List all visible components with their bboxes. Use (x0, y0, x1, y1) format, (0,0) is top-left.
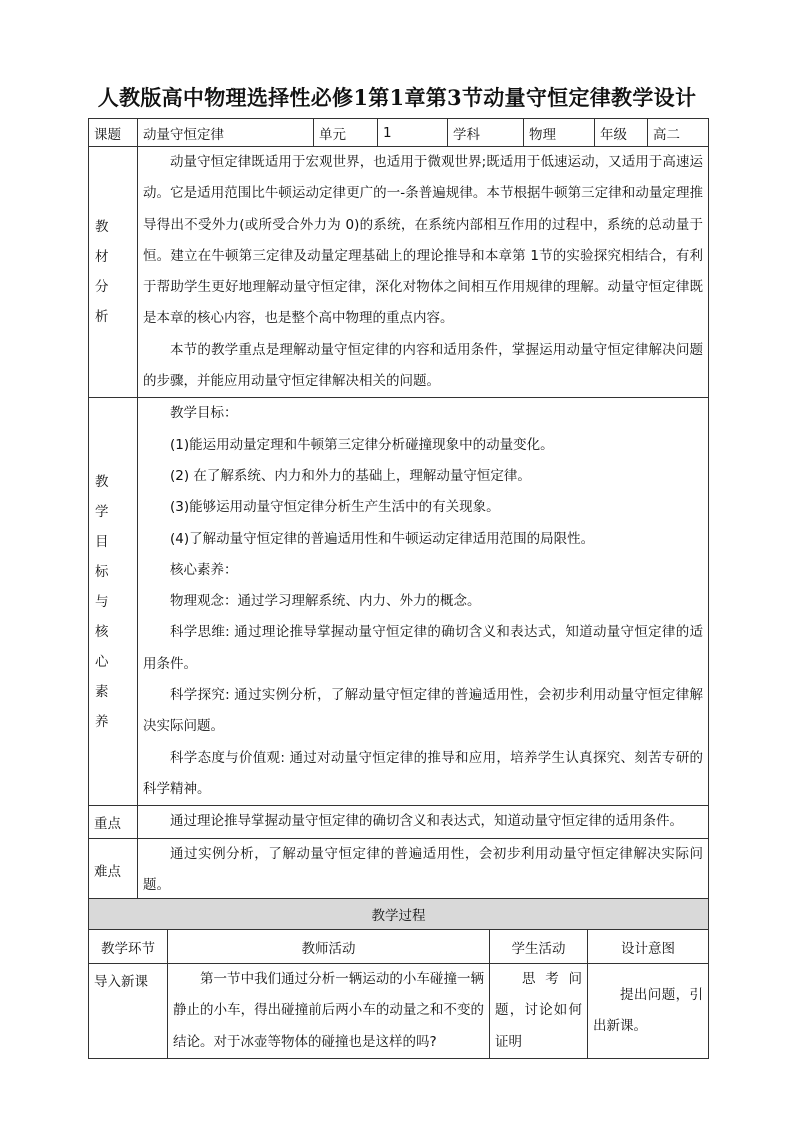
goal-item: (1)能运用动量定理和牛顿第三定律分析碰撞现象中的动量变化。 (170, 436, 554, 453)
topic-value: 动量守恒定律 (138, 119, 314, 147)
goals-label-line: 心 素 (95, 653, 117, 700)
process-header: 教学过程 (89, 899, 709, 930)
process-header-row (89, 899, 709, 930)
goals-label-line: 目 标 (95, 533, 117, 580)
grade-label: 年级 (595, 119, 648, 147)
intent-cell (588, 964, 709, 1059)
stage-cell: 导入新课 (89, 964, 168, 1059)
teacher-text: 第一节中我们通过分析一辆运动的小车碰撞一辆静止的小车，得出碰撞前后两小车的动量之和不变的结论。对于冰壶等物体的碰撞也是这样的吗? (173, 971, 484, 1050)
goal-item: (3)能够运用动量守恒定律分析生产生活中的有关现象。 (170, 499, 500, 516)
difficulty-content (138, 838, 709, 902)
core-item: 科学思维: 通过理论推导掌握动量守恒定律的确切含义和表达式，知道动量守恒定律的适用条件。 (143, 624, 703, 672)
core-item: 科学态度与价值观: 通过对动量守恒定律的推导和应用，培养学生认真探究、刻苦专研的科学精神。 (143, 749, 703, 797)
analysis-label-line: 分析 (95, 279, 117, 326)
document-title: 人教版高中物理选择性必修1第1章第3节动量守恒定律教学设计 (97, 85, 697, 110)
analysis-label-line: 教 材 (95, 219, 117, 266)
goals-row (89, 398, 709, 806)
topic-label: 课题 (89, 119, 138, 147)
process-row (89, 964, 709, 1059)
info-row (89, 119, 709, 147)
goals-label-line: 养 (95, 713, 117, 730)
goals-label (89, 398, 138, 806)
student-text: 思考问题，讨论如何证明 (495, 971, 582, 1050)
goal-heading: 教学目标： (170, 405, 238, 422)
key-point-row (89, 806, 709, 838)
subject-label: 学科 (448, 119, 524, 147)
unit-label: 单元 (314, 119, 378, 147)
core-item: 科学探究: 通过实例分析，了解动量守恒定律的普遍适用性，会初步利用动量守恒定律解决实际问题。 (143, 687, 703, 735)
grade-value: 高二 (648, 119, 709, 147)
goal-item: (4)了解动量守恒定律的普遍适用性和牛顿运动定律适用范围的局限性。 (170, 530, 595, 547)
intent-text: 提出问题，引出新课。 (593, 986, 703, 1034)
key-point-text: 通过理论推导掌握动量守恒定律的确切含义和表达式，知道动量守恒定律的适用条件。 (170, 813, 683, 830)
difficulty-label: 难点 (89, 838, 138, 902)
goals-label-line: 与 核 (95, 593, 117, 640)
difficulty-row (89, 838, 709, 902)
column-student: 学生活动 (490, 930, 588, 964)
analysis-row (89, 147, 709, 398)
key-point-content (138, 806, 709, 838)
analysis-content (138, 147, 709, 398)
goals-label-line: 教 学 (95, 473, 117, 520)
key-point-label: 重点 (89, 806, 138, 838)
goals-content (138, 398, 709, 806)
difficulty-text: 通过实例分析，了解动量守恒定律的普遍适用性，会初步利用动量守恒定律解决实际问题。 (143, 845, 703, 894)
student-cell (490, 964, 588, 1059)
core-heading: 核心素养： (170, 561, 238, 578)
lesson-info-table (88, 118, 709, 903)
process-columns-row (89, 930, 709, 964)
core-item: 物理观念：通过学习理解系统、内力、外力的概念。 (170, 593, 481, 610)
column-intent: 设计意图 (588, 930, 709, 964)
analysis-label (89, 147, 138, 398)
unit-value: 1 (378, 119, 448, 147)
column-stage: 教学环节 (89, 930, 168, 964)
subject-value: 物理 (524, 119, 595, 147)
analysis-paragraph: 动量守恒定律既适用于宏观世界，也适用于微观世界;既适用于低速运动，又适用于高速运动。它是适用范围比牛顿运动定律更广的一-条普遍规律。本节根据牛顿第三定律和动量定理推导得出不受外力(或所受合外力为 0)的系统，在系统内部相互作用的过程中，系统的总动量于恒。建立在牛顿第三定律及动量定理基础上的理论推导和本章第 1节的实验探究相结合，有利于帮助学生更好地理解动量守恒定律，深化对物体之间相互作用规律的理解。动量守恒定律既是本章的核心内容，也是整个高中物理的重点内容。 (143, 154, 703, 327)
teacher-cell (168, 964, 490, 1059)
analysis-paragraph: 本节的教学重点是理解动量守恒定律的内容和适用条件，掌握运用动量守恒定律解决问题的步骤，并能应用动量守恒定律解决相关的问题。 (143, 341, 703, 390)
teaching-process-table (88, 898, 709, 1059)
column-teacher: 教师活动 (168, 930, 490, 964)
goal-item: (2) 在了解系统、内力和外力的基础上，理解动量守恒定律。 (170, 467, 531, 484)
